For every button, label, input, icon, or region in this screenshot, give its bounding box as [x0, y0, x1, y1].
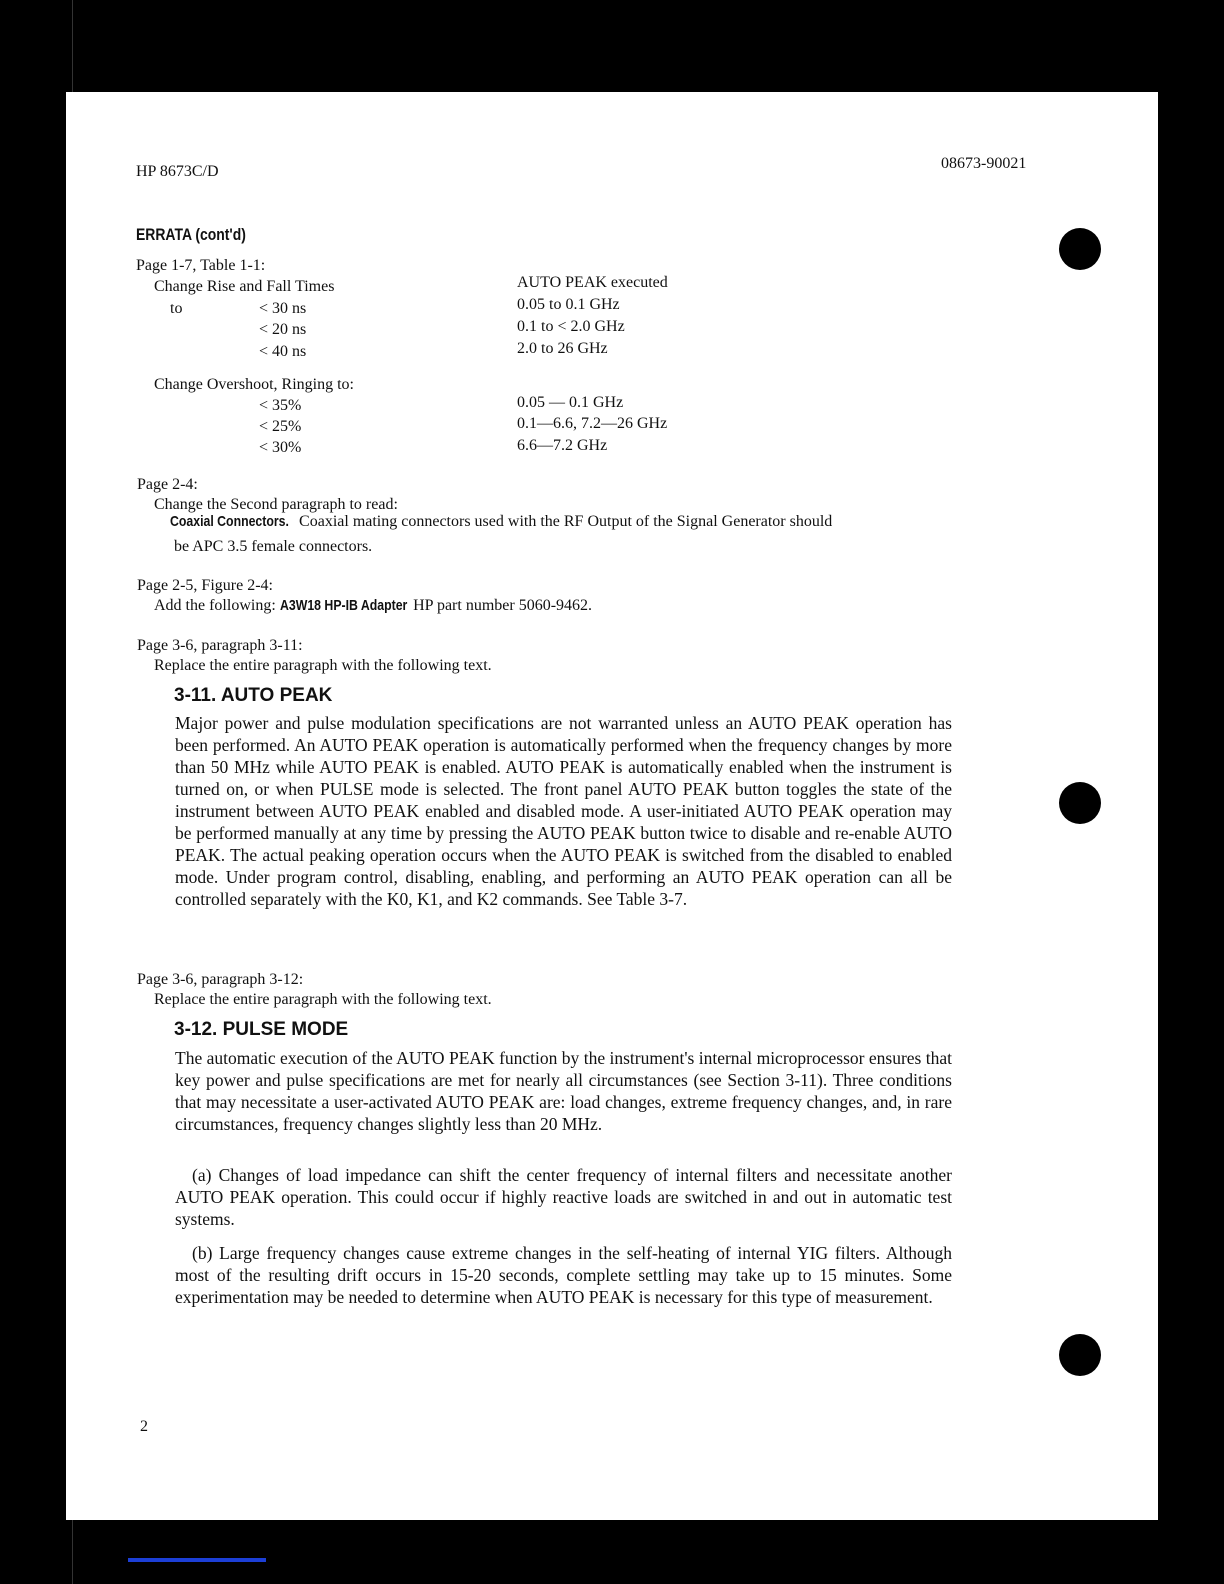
pulse-mode-paragraph: The automatic execution of the AUTO PEAK function by the instrument's internal microprocessor ensures that key power and pulse specifications are met for nearly all circumstances (see Section 3-11). Three conditions that may necessitate a user-activated AUTO PEAK are: load changes, extreme frequency changes, and, in rare circumstances, frequency changes slightly less than 20 MHz.	[175, 1048, 952, 1134]
pulse-mode-para-b: (b) Large frequency changes cause extreme changes in the self-heating of internal YIG filters. Although most of the resulting drift occurs in 15-20 seconds, complete settling may take up to 15 minutes. Some experimentation may be needed to determine when AUTO PEAK is necessary for this type of measurement.	[175, 1243, 952, 1307]
rise-fall-value: < 30 ns	[259, 300, 307, 317]
overshoot-range: 0.1—6.6, 7.2—26 GHz	[517, 415, 668, 432]
errata-title: ERRATA (cont'd)	[136, 225, 246, 244]
instruction-3-11: Replace the entire paragraph with the following text.	[154, 657, 492, 674]
rise-fall-range: 2.0 to 26 GHz	[517, 340, 608, 357]
adapter-name: A3W18 HP-IB Adapter	[279, 597, 408, 614]
page-number: 2	[140, 1418, 148, 1435]
rise-fall-value: < 20 ns	[259, 321, 307, 338]
rise-fall-value: < 40 ns	[259, 343, 307, 360]
auto-peak-paragraph: Major power and pulse modulation specifications are not warranted unless an AUTO PEAK operation has been performed. An AUTO PEAK operation is automatically performed when the frequency changes by more than 50 MHz while AUTO PEAK is enabled. AUTO PEAK is automatically enabled when the instrument is turned on, or when PULSE mode is selected. The front panel AUTO PEAK button toggles the state of the instrument between AUTO PEAK enabled and disabled mode. A user-initiated AUTO PEAK operation may be performed manually at any time by pressing the AUTO PEAK button twice to disable and re-enable AUTO PEAK. The actual peaking operation occurs when the AUTO PEAK is switched from the disabled to enabled mode. Under program control, disabling, enabling, and performing an AUTO PEAK operation can all be controlled separately with the K0, K1, and K2 commands. See Table 3-7.	[175, 713, 952, 909]
page-ref-3-6-b: Page 3-6, paragraph 3-12:	[137, 971, 304, 988]
instruction-3-12: Replace the entire paragraph with the following text.	[154, 991, 492, 1008]
overshoot-range: 6.6—7.2 GHz	[517, 437, 608, 454]
scan-blue-mark	[128, 1558, 266, 1562]
coaxial-line-2: be APC 3.5 female connectors.	[174, 538, 373, 555]
adapter-part-number: HP part number 5060-9462.	[413, 597, 593, 614]
auto-peak-executed-header: AUTO PEAK executed	[517, 274, 668, 291]
heading-pulse-mode: 3-12. PULSE MODE	[174, 1019, 349, 1040]
header-model: HP 8673C/D	[136, 163, 219, 180]
coaxial-line-1-text: Coaxial mating connectors used with the RF Output of the Signal Generator should	[299, 513, 833, 530]
coaxial-bold-lead: Coaxial Connectors.	[170, 513, 289, 530]
page-ref-1-7: Page 1-7, Table 1-1:	[136, 257, 266, 274]
overshoot-value: < 35%	[259, 397, 302, 414]
rise-fall-range: 0.1 to < 2.0 GHz	[517, 318, 625, 335]
page-ref-3-6-a: Page 3-6, paragraph 3-11:	[137, 637, 303, 654]
rise-fall-label: Change Rise and Fall Times	[154, 278, 335, 295]
binder-hole	[1059, 1334, 1101, 1376]
rise-fall-range: 0.05 to 0.1 GHz	[517, 296, 620, 313]
instruction-2-4: Change the Second paragraph to read:	[154, 496, 398, 513]
pulse-mode-para-a: (a) Changes of load impedance can shift the center frequency of internal filters and necessitate another AUTO PEAK operation. This could occur if highly reactive loads are switched in and out in automatic test systems.	[175, 1165, 952, 1229]
binder-hole	[1059, 782, 1101, 824]
add-following-line	[154, 595, 592, 616]
binder-hole	[1059, 228, 1101, 270]
to-label: to	[170, 300, 183, 317]
overshoot-range: 0.05 — 0.1 GHz	[517, 394, 624, 411]
overshoot-label: Change Overshoot, Ringing to:	[154, 376, 354, 393]
overshoot-value: < 25%	[259, 418, 302, 435]
document-page	[66, 92, 1158, 1520]
add-following-prefix: Add the following:	[154, 597, 276, 614]
coaxial-line-1	[170, 511, 832, 532]
page-ref-2-5: Page 2-5, Figure 2-4:	[137, 577, 273, 594]
overshoot-value: < 30%	[259, 439, 302, 456]
header-part-number: 08673-90021	[941, 155, 1027, 172]
heading-auto-peak: 3-11. AUTO PEAK	[174, 685, 333, 706]
page-ref-2-4: Page 2-4:	[137, 476, 198, 493]
